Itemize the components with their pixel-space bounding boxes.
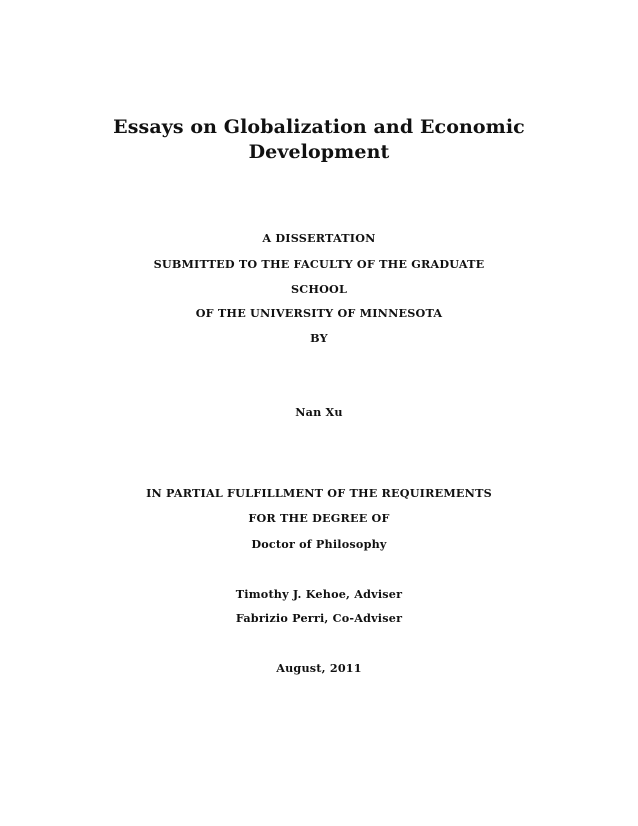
adviser: Timothy J. Kehoe, Adviser <box>235 587 403 601</box>
requirements-line-2: FOR THE DEGREE OF <box>248 511 390 525</box>
submission-line-5: BY <box>310 331 328 345</box>
submission-line-2: SUBMITTED TO THE FACULTY OF THE GRADUATE <box>153 257 485 271</box>
requirements-line-1: IN PARTIAL FULFILLMENT OF THE REQUIREMENTS <box>146 486 492 500</box>
submission-line-4: OF THE UNIVERSITY OF MINNESOTA <box>195 306 443 320</box>
title-line-1: Essays on Globalization and Economic <box>113 116 525 138</box>
submission-line-3: SCHOOL <box>290 282 348 296</box>
co-adviser: Fabrizio Perri, Co-Adviser <box>235 611 403 625</box>
submission-line-1: A DISSERTATION <box>262 231 376 245</box>
author-name: Nan Xu <box>295 405 343 419</box>
title-line-2: Development <box>248 141 390 163</box>
degree-name: Doctor of Philosophy <box>251 537 387 551</box>
submission-date: August, 2011 <box>276 661 362 675</box>
